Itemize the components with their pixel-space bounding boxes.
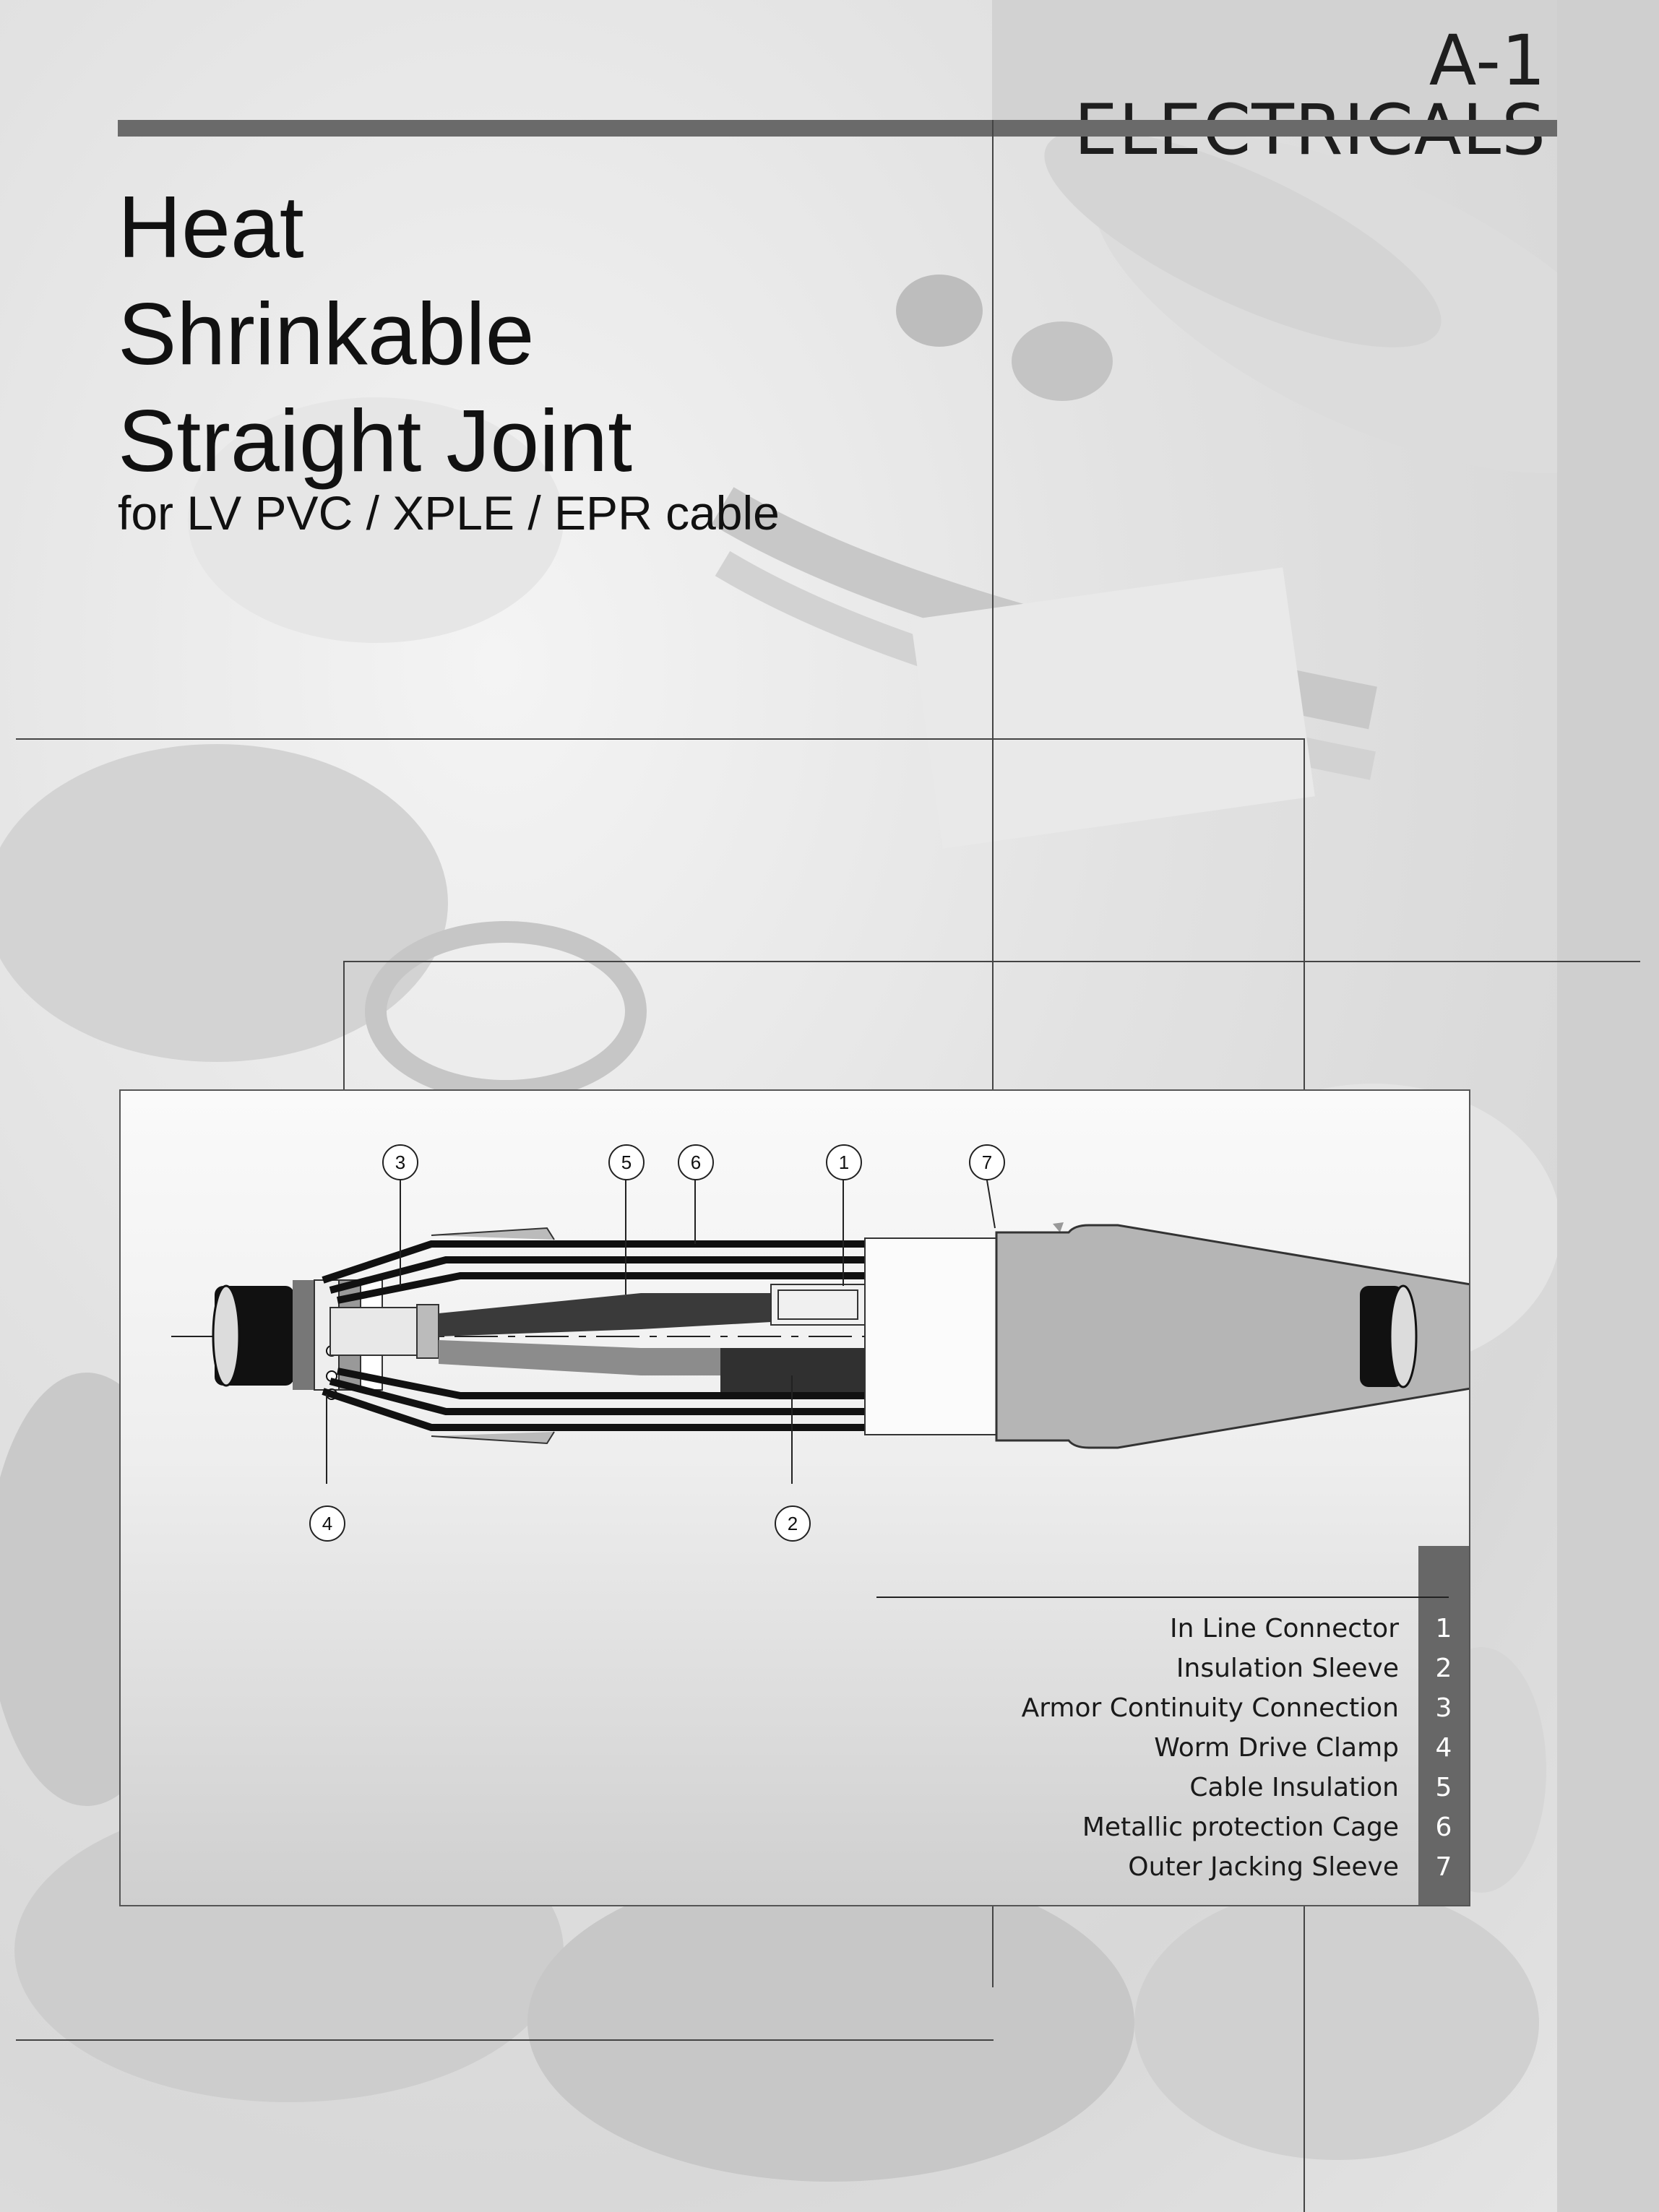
legend-rule (876, 1597, 1449, 1598)
legend-label: Outer Jacking Sleeve (1128, 1852, 1399, 1882)
diagram-panel (119, 1089, 1470, 1906)
legend-label: Metallic protection Cage (1082, 1813, 1399, 1842)
legend-item (121, 1610, 1469, 1649)
title-line-2: Shrinkable (118, 285, 535, 383)
guide-line (16, 738, 1305, 740)
callout-5: 5 (608, 1144, 645, 1180)
legend-label: Worm Drive Clamp (1154, 1733, 1399, 1763)
callout-4: 4 (309, 1505, 345, 1542)
callout-7: 7 (969, 1144, 1005, 1180)
page-title (118, 173, 632, 494)
legend-item (121, 1848, 1469, 1887)
legend-label: In Line Connector (1169, 1614, 1399, 1643)
callout-3: 3 (382, 1144, 418, 1180)
title-line-1: Heat (118, 178, 304, 276)
callout-6: 6 (678, 1144, 714, 1180)
legend-number: 3 (1435, 1693, 1452, 1723)
guide-line (343, 961, 345, 1089)
right-side-band (1557, 0, 1659, 2212)
legend-label: Armor Continuity Connection (1021, 1693, 1399, 1723)
legend-number: 1 (1435, 1614, 1452, 1643)
legend-item (121, 1768, 1469, 1807)
guide-line (16, 2039, 994, 2041)
callout-2: 2 (775, 1505, 811, 1542)
legend-item (121, 1689, 1469, 1728)
legend-number: 5 (1435, 1773, 1452, 1802)
brand-name: A-1 (1429, 20, 1546, 101)
legend-item (121, 1649, 1469, 1688)
legend-item (121, 1729, 1469, 1768)
callout-1: 1 (826, 1144, 862, 1180)
legend-number: 7 (1435, 1852, 1452, 1882)
legend-number: 4 (1435, 1733, 1452, 1763)
legend-label: Insulation Sleeve (1176, 1654, 1399, 1683)
title-line-3: Straight Joint (118, 392, 633, 490)
legend-number: 2 (1435, 1654, 1452, 1683)
page-subtitle: for LV PVC / XPLE / EPR cable (118, 486, 780, 540)
legend-item (121, 1808, 1469, 1847)
guide-line (343, 961, 1640, 962)
legend-number: 6 (1435, 1813, 1452, 1842)
legend-label: Cable Insulation (1189, 1773, 1399, 1802)
header-rule (118, 120, 1557, 137)
